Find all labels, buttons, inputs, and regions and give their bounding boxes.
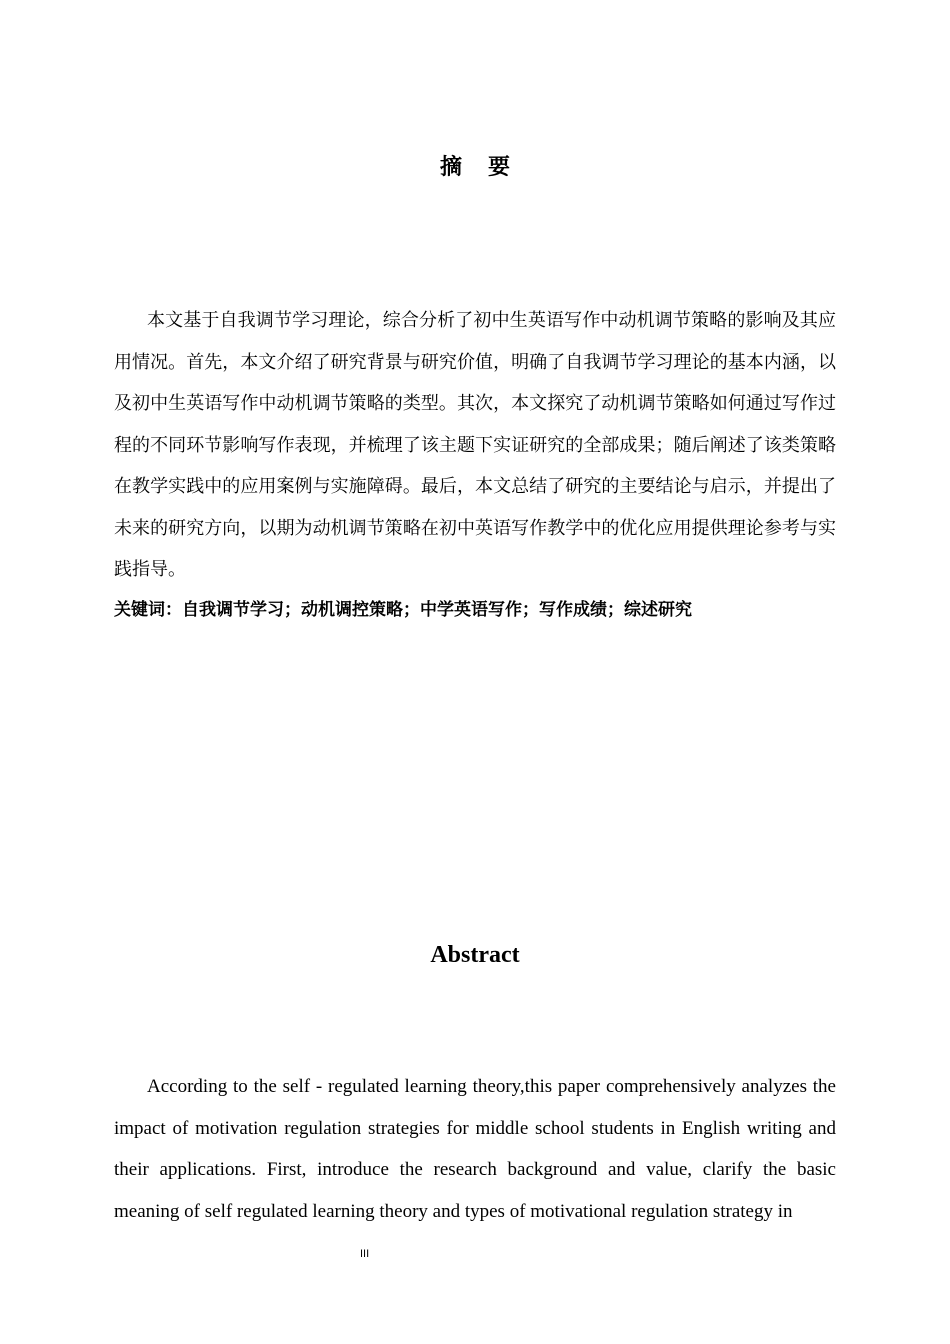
english-abstract-body: According to the self - regulated learning theory,this paper comprehensively analyzes the impact of motivation regulation strategies for middle school students in English writing and their applications. First, introduce the research background and value, clarify the basic meaning of self regulated learning theory and types of motivational regulation strategy in bbox=[114, 1076, 836, 1222]
chinese-abstract-body: 本文基于自我调节学习理论，综合分析了初中生英语写作中动机调节策略的影响及其应用情况。首先，本文介绍了研究背景与研究价值，明确了自我调节学习理论的基本内涵，以及初中生英语写作中动机调节策略的类型。其次，本文探究了动机调节策略如何通过写作过程的不同环节影响写作表现，并梳理了该主题下实证研究的全部成果；随后阐述了该类策略在教学实践中的应用案例与实施障碍。最后，本文总结了研究的主要结论与启示，并提出了未来的研究方向，以期为动机调节策略在初中英语写作教学中的优化应用提供理论参考与实践指导。 bbox=[114, 310, 836, 580]
english-abstract-title: Abstract bbox=[430, 942, 520, 968]
chinese-keywords: 关键词：自我调节学习；动机调控策略；中学英语写作；写作成绩；综述研究 bbox=[114, 600, 692, 620]
chinese-abstract-title: 摘要 bbox=[439, 155, 536, 180]
page-number: III bbox=[360, 1248, 370, 1260]
